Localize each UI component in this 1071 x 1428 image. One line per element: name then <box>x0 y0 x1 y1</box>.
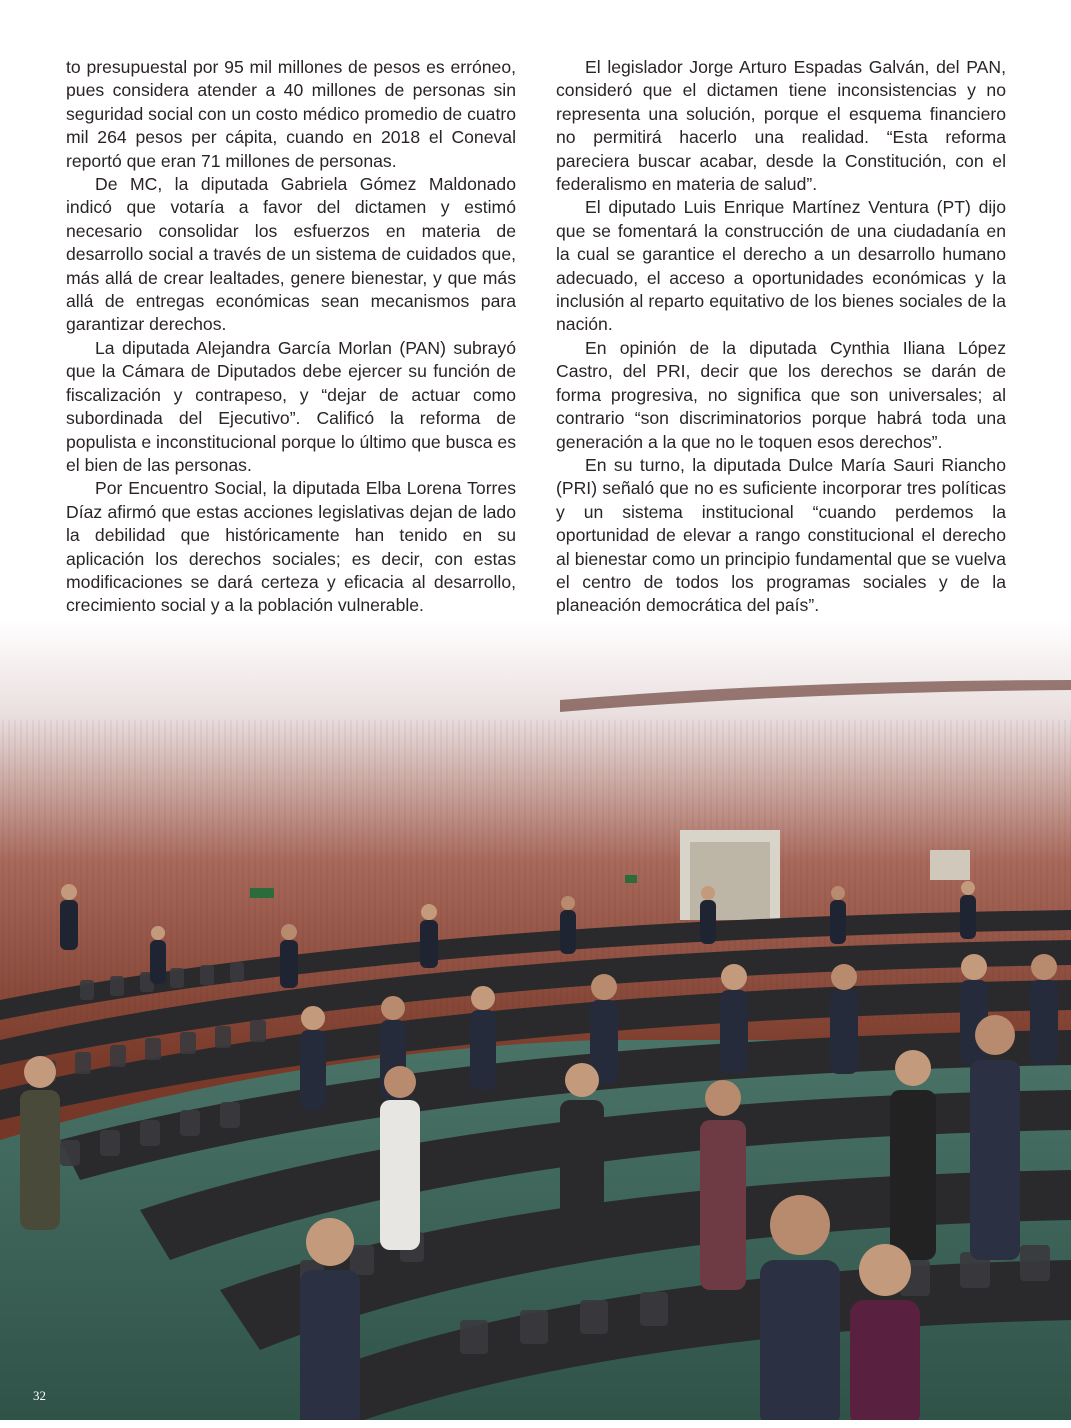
exit-sign <box>250 888 274 898</box>
page-number: 32 <box>33 1388 46 1403</box>
article-column-right <box>556 56 1006 666</box>
paragraph: El legislador Jorge Arturo Espadas Galván, del PAN, consideró que el dictamen tiene inconsistencias y no representa una solución, porque el esquema financiero no permitirá hacerlo una realidad. “Esta reforma pareciera buscar acabar, desde la Constitución, con el federalismo en materia de salud”. <box>556 57 1006 195</box>
paragraph: En opinión de la diputada Cynthia Iliana López Castro, del PRI, decir que los derechos se darán de forma progresiva, no significa que son universales; al contrario “son discriminatorios porque habrá toda una generación a la que no le toquen esos derechos”. <box>556 337 1006 452</box>
article-column-left <box>66 56 516 666</box>
paragraph: De MC, la diputada Gabriela Gómez Maldonado indicó que votaría a favor del dictamen y estimó necesario consolidar los esfuerzos en materia de desarrollo social a través de un sistema de cuidados que, más allá de crear lealtades, genere bienestar, y que más allá de entregas económicas sean mecanismos para garantizar derechos. <box>66 174 516 335</box>
chamber-photo-illustration <box>0 620 1071 1428</box>
paragraph: En su turno, la diputada Dulce María Sauri Riancho (PRI) señaló que no es suficiente incorporar tres políticas y un sistema institucional “cuando perdemos la oportunidad de elevar a rango constitucional el derecho al bienestar como un principio fundamental que se vuelva el centro de todos los programas sociales y de la planeación democrática del país”. <box>556 454 1006 616</box>
paragraph: Por Encuentro Social, la diputada Elba Lorena Torres Díaz afirmó que estas acciones legislativas dejan de lado la debilidad que históricamente han tenido en su aplicación los derechos sociales; es decir, con estas modificaciones se dará certeza y eficacia al desarrollo, crecimiento social y a la población vulnerable. <box>66 478 516 616</box>
window-light <box>930 850 970 880</box>
paragraph: La diputada Alejandra García Morlan (PAN) subrayó que la Cámara de Diputados debe ejercer su función de fiscalización y contrapeso, y “dejar de actuar como subordinada del Ejecutivo”. Calificó la reforma de populista e inconstitucional porque lo último que busca es el bien de las personas. <box>66 337 516 475</box>
paragraph: to presupuestal por 95 mil millones de pesos es erróneo, pues considera atender a 40 millones de personas sin seguridad social con un costo médico promedio de cuatro mil 264 pesos per cápita, cuando en 2018 el Coneval reportó que eran 71 millones de personas. <box>66 57 516 171</box>
chamber-photo <box>0 620 1071 1428</box>
paragraph: El diputado Luis Enrique Martínez Ventura (PT) dijo que se fomentará la construcción de una ciudadanía en la cual se garantice el derecho a un desarrollo humano adecuado, el acceso a oportunidades económicas y la inclusión al reparto equitativo de los bienes sociales de la nación. <box>556 197 1006 335</box>
article-body <box>66 56 1006 666</box>
